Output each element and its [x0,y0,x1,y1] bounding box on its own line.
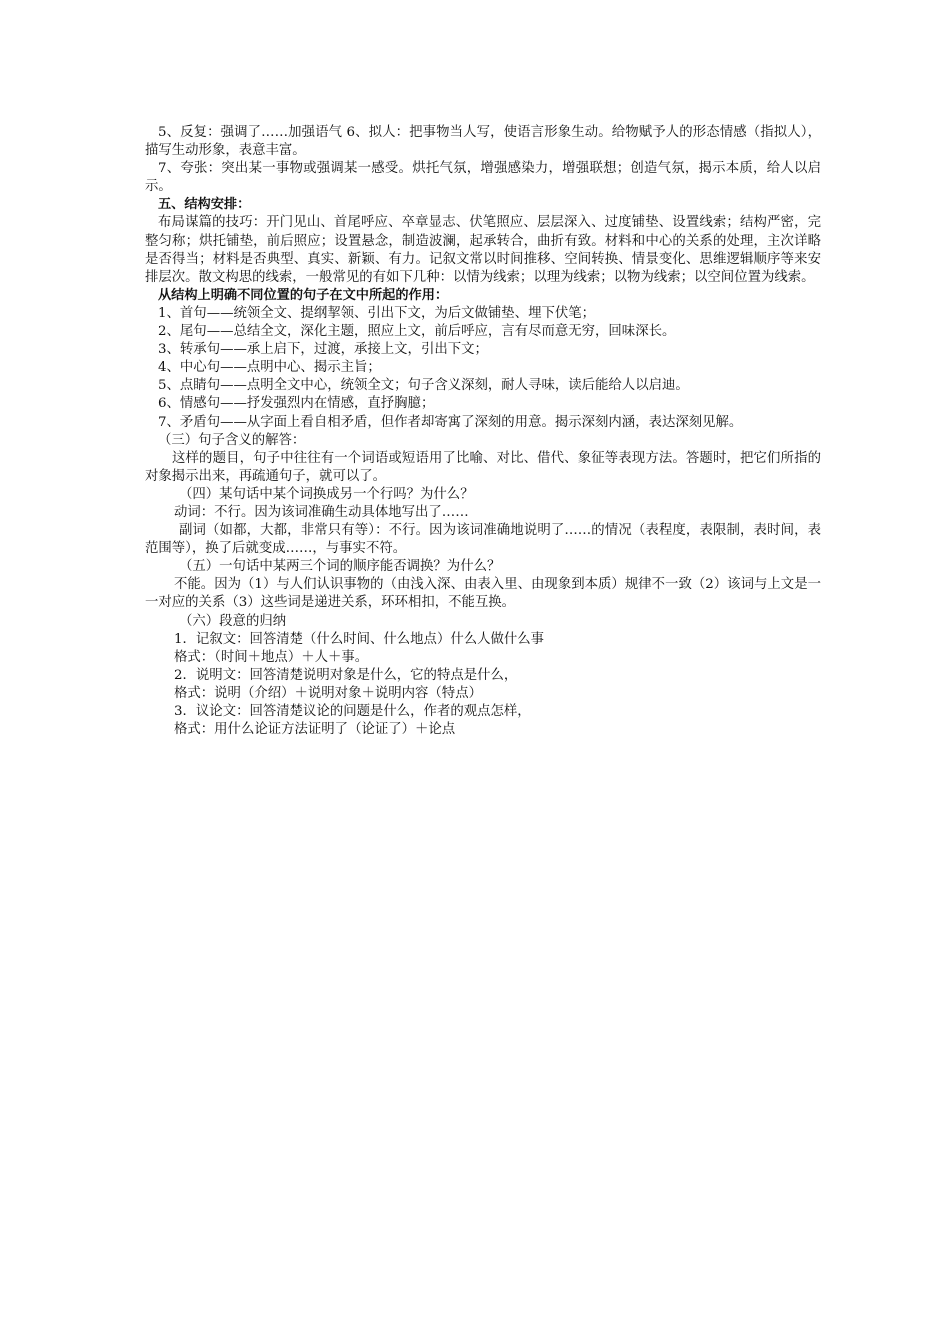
position-item-6: 6、情感句——抒发强烈内在情感，直抒胸臆； [158,396,435,412]
structure-heading: 五、结构安排： [158,197,251,213]
rhetoric-hyperbole: 7、夸张：突出某一事物或强调某一感受。烘托气氛，增强感染力，增强联想；创造气氛，揭示本质，给人以启示。 [145,161,821,195]
positions-heading: 从结构上明确不同位置的句子在文中所起的作用： [158,287,449,303]
position-item-7: 7、矛盾句——从字面上看自相矛盾，但作者却寄寓了深刻的用意。揭示深刻内涵，表达深刻见解。 [158,414,743,430]
position-item-5: 5、点睛句——点明全文中心，统领全文；句子含义深刻，耐人寻味，读后能给人以启迪。 [158,378,689,394]
section6-line-5: 3．议论文：回答清楚议论的问题是什么，作者的观点怎样， [174,704,531,719]
position-item-2: 2、尾句——总结全文，深化主题，照应上文，前后呼应，言有尽而意无穷，回味深长。 [158,324,676,340]
section4-verb: 动词：不行。因为该词准确生动具体地写出了…… [174,504,469,520]
section6-heading: （六）段意的归纳 [179,613,287,629]
rhetoric-repetition-personification: 5、反复：强调了……加强语气 6、拟人：把事物当人写，使语言形象生动。给物赋予人的形态情感（指拟人），描写生动形象，表意丰富。 [145,125,821,159]
section5-body: 不能。因为（1）与人们认识事物的（由浅入深、由表入里、由现象到本质）规律不一致（2）该词与上文是一一对应的关系（3）这些词是递进关系，环环相扣，不能互换。 [145,577,821,611]
position-item-3: 3、转承句——承上启下，过渡，承接上文，引出下文； [158,342,488,358]
section3-heading: （三）句子含义的解答： [158,432,306,448]
position-item-4: 4、中心句——点明中心、揭示主旨； [158,360,381,376]
section6-line-1: 1．记叙文：回答清楚（什么时间、什么地点）什么人做什么事 [174,631,545,647]
structure-body: 布局谋篇的技巧：开门见山、首尾呼应、卒章显志、伏笔照应、层层深入、过度铺垫、设置线索；结构严密，完整匀称；烘托铺垫，前后照应；设置悬念，制造波澜，起承转合，曲折有致。材料和中心的关系的处理，主次详略是否得当；材料是否典型、真实、新颖、有力。记叙文常以时间推移、空间转换、情景变化、思维逻辑顺序等来安排层次。散文构思的线索，一般常见的有如下几种：以情为线索；以理为线索；以物为线索；以空间位置为线索。 [145,215,821,285]
section6-line-4: 格式：说明（介绍）＋说明对象＋说明内容（特点） [174,685,482,701]
document-page [145,124,821,739]
section5-heading: （五）一句话中某两三个词的顺序能否调换？为什么？ [179,559,501,575]
section4-adverb: 副词（如都，大都，非常只有等）：不行。因为该词准确地说明了……的情况（表程度，表限制，表时间，表范围等），换了后就变成……，与事实不符。 [145,523,821,557]
section4-heading: （四）某句话中某个词换成另一个行吗？为什么？ [179,486,474,502]
section6-line-3: 2．说明文：回答清楚说明对象是什么，它的特点是什么， [174,667,518,683]
section6-line-2: 格式：（时间＋地点）＋人＋事。 [174,649,369,665]
section3-body: 这样的题目，句子中往往有一个词语或短语用了比喻、对比、借代、象征等表现方法。答题时，把它们所指的对象揭示出来，再疏通句子，就可以了。 [145,450,821,484]
position-item-1: 1、首句——统领全文、提纲挈领、引出下文，为后文做铺垫、埋下伏笔； [158,305,596,321]
section6-line-6: 格式：用什么论证方法证明了（论证了）＋论点 [174,722,456,738]
